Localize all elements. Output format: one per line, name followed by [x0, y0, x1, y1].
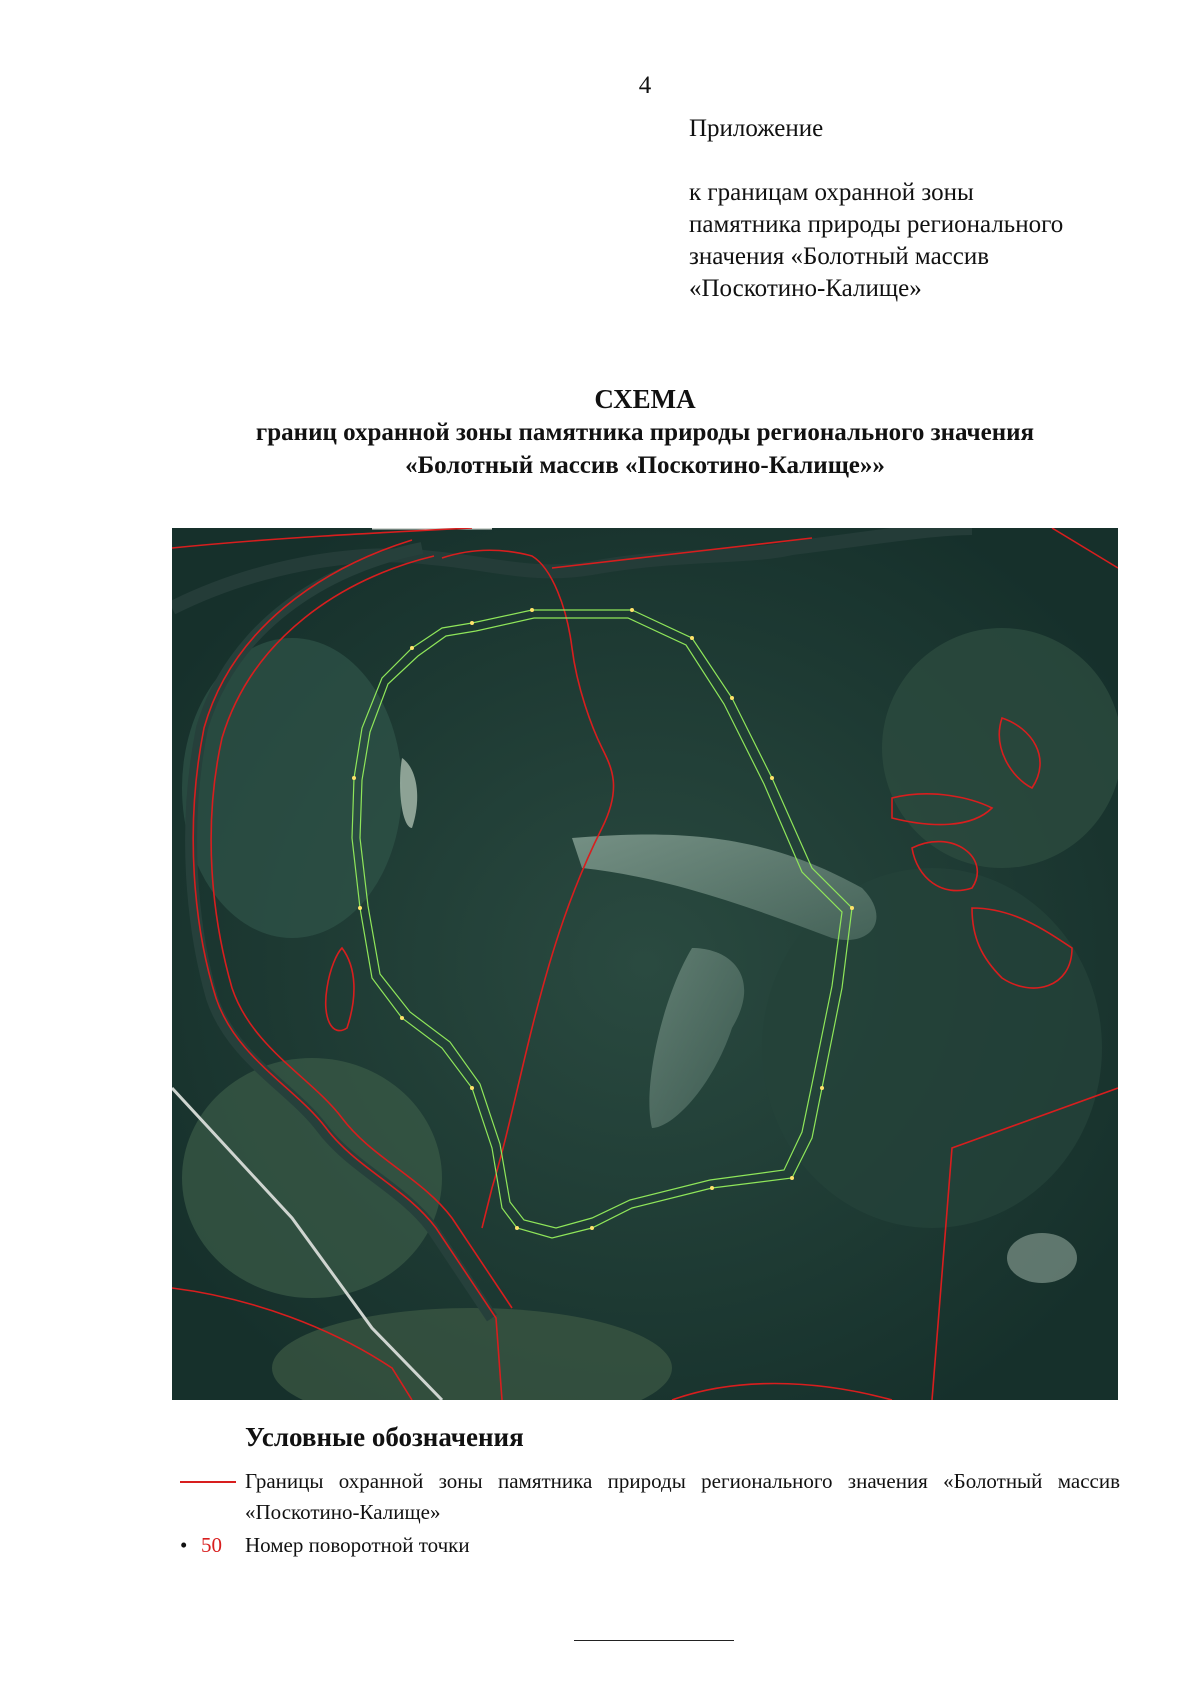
document-title — [100, 383, 1190, 482]
legend-item-boundary — [180, 1466, 1120, 1528]
page-number: 4 — [638, 72, 652, 99]
legend-item-turning-point — [180, 1530, 1120, 1561]
forest-patch — [882, 628, 1118, 868]
appendix-line: памятника природы регионального — [689, 211, 1064, 238]
appendix-block — [689, 113, 1169, 305]
appendix-line: значения «Болотный массив — [689, 243, 990, 270]
title-line-2: «Болотный массив «Поскотино-Калище»» — [405, 452, 885, 479]
boundary-line-swatch — [180, 1481, 236, 1483]
appendix-label: Приложение — [689, 115, 824, 142]
legend-point-number: 50 — [201, 1533, 222, 1557]
satellite-map — [172, 528, 1118, 1400]
bullet-icon: • — [180, 1533, 188, 1557]
title-line-1: границ охранной зоны памятника природы регионального значения — [255, 419, 1035, 446]
footer-divider — [574, 1640, 734, 1641]
title-main: СХЕМА — [594, 384, 696, 414]
legend-point-text: Номер поворотной точки — [245, 1533, 470, 1557]
map-svg — [172, 528, 1118, 1400]
field-patch — [182, 1058, 442, 1298]
appendix-line: «Поскотино-Калище» — [689, 275, 922, 302]
legend-boundary-text: Границы охранной зоны памятника природы регионального значения «Болотный массив «Поскотино-Калище» — [245, 1469, 1120, 1524]
appendix-line: к границам охранной зоны — [689, 179, 974, 206]
legend-title: Условные обозначения — [245, 1422, 524, 1452]
glade — [1007, 1233, 1077, 1283]
